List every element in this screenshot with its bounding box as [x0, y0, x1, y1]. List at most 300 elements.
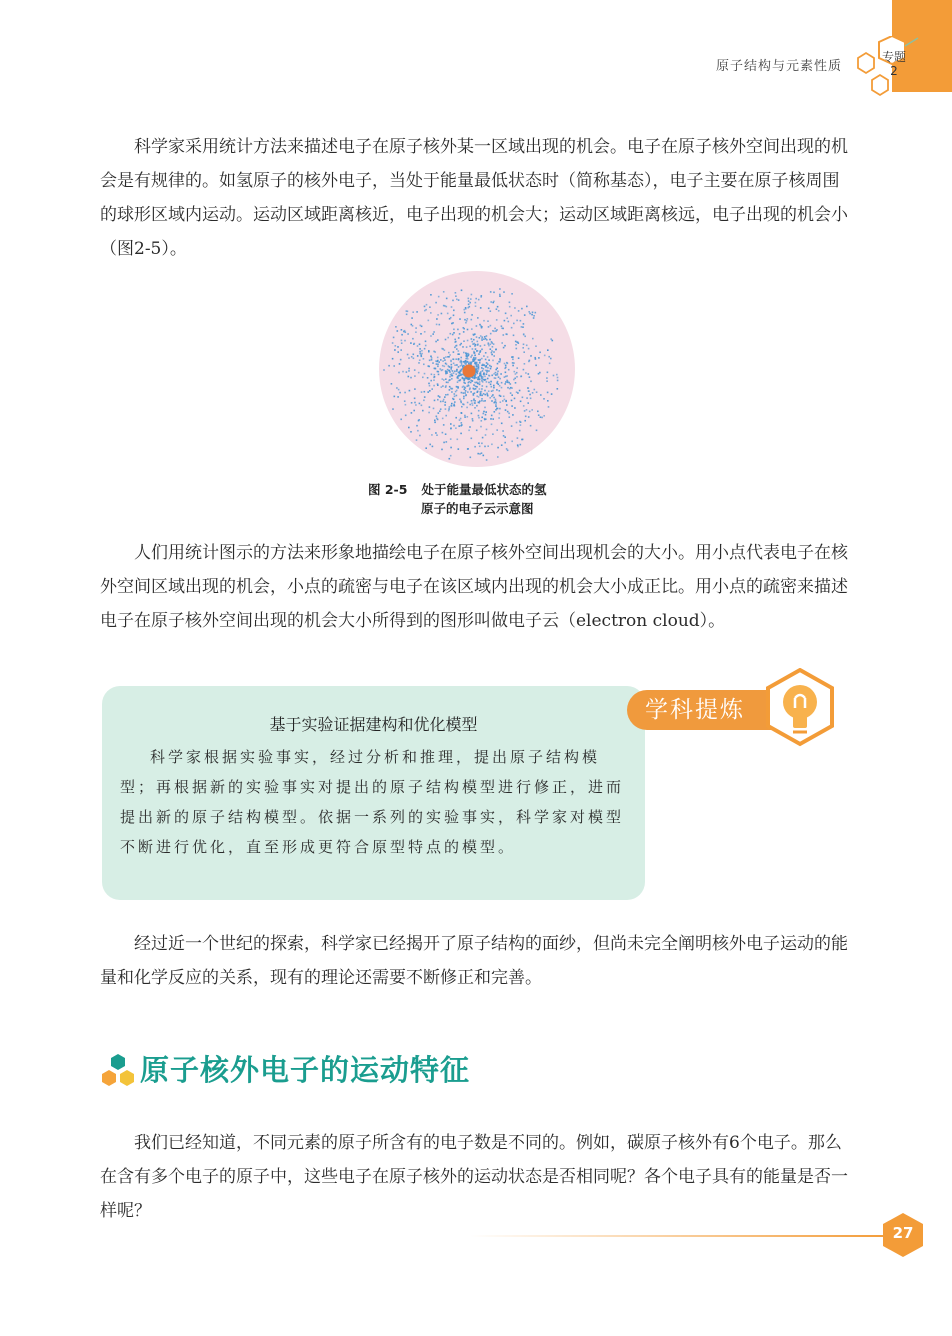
electron-dot	[549, 363, 551, 365]
electron-dot	[446, 306, 448, 308]
electron-dot	[491, 424, 493, 426]
electron-dot	[414, 343, 416, 345]
electron-dot	[480, 350, 482, 352]
electron-dot	[528, 373, 530, 375]
electron-dot	[477, 341, 479, 343]
electron-dot	[472, 343, 474, 345]
electron-dot	[484, 400, 486, 402]
electron-dot	[494, 328, 496, 330]
electron-dot	[453, 329, 455, 331]
electron-dot	[429, 444, 431, 446]
electron-dot	[443, 379, 445, 381]
electron-dot	[441, 370, 443, 372]
electron-dot	[535, 358, 537, 360]
electron-dot	[496, 389, 498, 391]
electron-dot	[461, 422, 463, 424]
electron-dot	[528, 387, 530, 389]
electron-dot	[516, 372, 518, 374]
electron-dot	[492, 418, 494, 420]
electron-dot	[485, 379, 487, 381]
electron-dot	[496, 308, 498, 310]
electron-dot	[538, 373, 540, 375]
electron-dot	[481, 443, 483, 445]
electron-dot	[411, 324, 413, 326]
electron-dot	[475, 382, 477, 384]
electron-dot	[495, 369, 497, 371]
electron-dot	[532, 338, 534, 340]
electron-dot	[491, 390, 493, 392]
electron-dot	[520, 444, 522, 446]
electron-dot	[481, 327, 483, 329]
electron-dot	[395, 345, 397, 347]
electron-dot	[483, 368, 485, 370]
electron-dot	[493, 387, 495, 389]
electron-dot	[417, 430, 419, 432]
electron-dot	[499, 408, 501, 410]
electron-dot	[445, 408, 447, 410]
electron-dot	[475, 298, 477, 300]
electron-dot	[483, 411, 485, 413]
electron-dot	[429, 406, 431, 408]
electron-dot	[501, 382, 503, 384]
paragraph-1: 科学家采用统计方法来描述电子在原子核外某一区域出现的机会。电子在原子核外空间出现的机会是有规律的。如氢原子的核外电子，当处于能量最低状态时（简称基态），电子主要在原子核周围的球形区域内运动。运动区域距离核近，电子出现的机会大；运动区域距离核远，电子出现的机会小（图2-5）。	[100, 137, 848, 259]
electron-dot	[501, 444, 503, 446]
electron-dot	[437, 419, 439, 421]
electron-dot	[478, 417, 480, 419]
electron-dot	[404, 340, 406, 342]
electron-dot	[408, 370, 410, 372]
electron-dot	[468, 304, 470, 306]
electron-dot	[472, 388, 474, 390]
electron-dot	[458, 375, 460, 377]
electron-dot	[442, 378, 444, 380]
electron-dot	[476, 395, 478, 397]
electron-dot	[536, 430, 538, 432]
electron-dot	[431, 388, 433, 390]
electron-dot	[507, 387, 509, 389]
electron-dot	[504, 436, 506, 438]
box-body: 科学家根据实验事实，经过分析和推理，提出原子结构模型；再根据新的实验事实对提出的原子结构模型进行修正，进而提出新的原子结构模型。依据一系列的实验事实，科学家对模型不断进行优化，直至形成更符合原型特点的模型。	[120, 748, 625, 856]
electron-dot	[481, 452, 483, 454]
paragraph-2: 人们用统计图示的方法来形象地描绘电子在原子核外空间出现机会的大小。用小点代表电子在核外空间区域出现的机会，小点的疏密与电子在该区域内出现的机会大小成正比。用小点的疏密来描述电子在原子核外空间出现的机会大小所得到的图形叫做电子云（electron cloud）。	[100, 543, 848, 631]
electron-dot	[460, 433, 462, 435]
electron-dot	[486, 371, 488, 373]
electron-dot	[471, 294, 473, 296]
electron-dot	[421, 350, 423, 352]
electron-dot	[490, 291, 492, 293]
electron-dot	[463, 340, 465, 342]
electron-dot	[487, 395, 489, 397]
electron-dot	[489, 397, 491, 399]
electron-dot	[504, 442, 506, 444]
electron-dot	[486, 386, 488, 388]
electron-dot	[497, 373, 499, 375]
electron-dot	[516, 367, 518, 369]
electron-dot	[475, 388, 477, 390]
electron-dot	[480, 325, 482, 327]
electron-dot	[497, 381, 499, 383]
electron-dot	[495, 372, 497, 374]
electron-dot	[466, 320, 468, 322]
electron-dot	[494, 411, 496, 413]
electron-dot	[458, 380, 460, 382]
electron-dot	[422, 410, 424, 412]
electron-dot	[428, 412, 430, 414]
electron-dot	[408, 376, 410, 378]
electron-dot	[450, 369, 452, 371]
electron-dot	[465, 352, 467, 354]
electron-dot	[416, 311, 418, 313]
electron-dot	[535, 345, 537, 347]
electron-dot	[430, 380, 432, 382]
electron-dot	[440, 408, 442, 410]
electron-dot	[493, 385, 495, 387]
electron-dot	[459, 372, 461, 374]
electron-dot	[408, 357, 410, 359]
electron-dot	[548, 406, 550, 408]
electron-dot	[491, 415, 493, 417]
electron-dot	[445, 356, 447, 358]
electron-dot	[493, 351, 495, 353]
electron-dot	[524, 363, 526, 365]
electron-dot	[548, 356, 550, 358]
electron-dot	[458, 448, 460, 450]
electron-dot	[485, 414, 487, 416]
electron-dot	[526, 409, 528, 411]
electron-dot	[470, 363, 472, 365]
electron-dot	[458, 337, 460, 339]
electron-dot	[543, 398, 545, 400]
electron-dot	[467, 391, 469, 393]
electron-dot	[478, 415, 480, 417]
electron-dot	[502, 430, 504, 432]
electron-dot	[436, 363, 438, 365]
electron-dot	[449, 386, 451, 388]
electron-dot	[413, 358, 415, 360]
electron-dot	[474, 402, 476, 404]
electron-dot	[428, 383, 430, 385]
section-title: 原子核外电子的运动特征	[140, 1053, 471, 1087]
electron-dot	[462, 403, 464, 405]
electron-dot	[391, 383, 393, 385]
electron-dot	[530, 381, 532, 383]
electron-dot	[505, 365, 507, 367]
electron-dot	[485, 370, 487, 372]
electron-dot	[413, 354, 415, 356]
electron-dot	[453, 372, 455, 374]
electron-dot	[437, 364, 439, 366]
electron-dot	[474, 392, 476, 394]
electron-dot	[397, 330, 399, 332]
electron-dot	[518, 357, 520, 359]
electron-dot	[478, 442, 480, 444]
electron-dot	[461, 392, 463, 394]
electron-dot	[485, 394, 487, 396]
electron-dot	[469, 389, 471, 391]
electron-dot	[500, 373, 502, 375]
electron-dot	[445, 386, 447, 388]
electron-dot	[433, 331, 435, 333]
electron-dot	[511, 293, 513, 295]
electron-dot	[453, 404, 455, 406]
electron-dot	[492, 302, 494, 304]
electron-dot	[498, 310, 500, 312]
electron-dot	[530, 398, 532, 400]
electron-dot	[454, 405, 456, 407]
electron-dot	[437, 366, 439, 368]
electron-dot	[480, 392, 482, 394]
electron-dot	[480, 335, 482, 337]
electron-dot	[469, 346, 471, 348]
electron-dot	[416, 425, 418, 427]
electron-dot	[550, 338, 552, 340]
electron-dot	[456, 370, 458, 372]
electron-dot	[490, 381, 492, 383]
electron-dot	[489, 365, 491, 367]
electron-dot	[507, 450, 509, 452]
electron-dot	[442, 360, 444, 362]
electron-dot	[503, 291, 505, 293]
electron-dot	[474, 407, 476, 409]
electron-dot	[443, 305, 445, 307]
electron-dot	[415, 331, 417, 333]
electron-dot	[481, 395, 483, 397]
electron-dot	[453, 310, 455, 312]
electron-dot	[424, 373, 426, 375]
electron-dot	[438, 412, 440, 414]
electron-dot	[399, 363, 401, 365]
electron-dot	[504, 345, 506, 347]
electron-dot	[462, 377, 464, 379]
electron-dot	[447, 382, 449, 384]
electron-dot	[433, 408, 435, 410]
electron-dot	[450, 374, 452, 376]
electron-dot	[442, 348, 444, 350]
electron-dot	[419, 403, 421, 405]
electron-dot	[489, 339, 491, 341]
electron-dot	[474, 375, 476, 377]
electron-dot	[459, 333, 461, 335]
electron-dot	[466, 356, 468, 358]
electron-dot	[510, 315, 512, 317]
electron-dot	[434, 376, 436, 378]
electron-dot	[464, 362, 466, 364]
electron-dot	[456, 395, 458, 397]
electron-dot	[495, 404, 497, 406]
electron-dot	[450, 388, 452, 390]
electron-dot	[499, 390, 501, 392]
electron-dot	[451, 306, 453, 308]
electron-dot	[540, 416, 542, 418]
electron-dot	[418, 419, 420, 421]
electron-dot	[411, 402, 413, 404]
electron-dot	[479, 453, 481, 455]
electron-dot	[480, 307, 482, 309]
electron-dot	[490, 344, 492, 346]
electron-dot	[457, 377, 459, 379]
electron-dot	[479, 373, 481, 375]
electron-dot	[479, 337, 481, 339]
electron-dot	[424, 391, 426, 393]
box-title: 基于实验证据建构和优化模型	[269, 715, 478, 734]
electron-dot	[436, 361, 438, 363]
electron-dot	[460, 402, 462, 404]
electron-dot	[490, 333, 492, 335]
electron-dot	[412, 311, 414, 313]
electron-dot	[479, 360, 481, 362]
electron-dot	[421, 405, 423, 407]
electron-dot	[488, 390, 490, 392]
electron-dot	[498, 376, 500, 378]
electron-dot	[495, 374, 497, 376]
electron-dot	[483, 338, 485, 340]
electron-dot	[445, 402, 447, 404]
electron-dot	[434, 400, 436, 402]
electron-dot	[453, 315, 455, 317]
page-number: 27	[892, 1224, 914, 1242]
electron-dot	[449, 376, 451, 378]
electron-dot	[525, 416, 527, 418]
electron-dot	[481, 378, 483, 380]
electron-dot	[426, 304, 428, 306]
electron-dot	[479, 400, 481, 402]
electron-dot	[444, 404, 446, 406]
electron-dot	[455, 417, 457, 419]
electron-dot	[503, 347, 505, 349]
electron-dot	[490, 366, 492, 368]
electron-dot	[446, 364, 448, 366]
electron-dot	[470, 457, 472, 459]
electron-dot	[405, 404, 407, 406]
electron-dot	[501, 342, 503, 344]
electron-dot	[413, 410, 415, 412]
electron-dot	[522, 326, 524, 328]
electron-dot	[488, 345, 490, 347]
electron-dot	[484, 418, 486, 420]
electron-dot	[432, 333, 434, 335]
electron-dot	[454, 347, 456, 349]
electron-dot	[396, 387, 398, 389]
electron-dot	[437, 399, 439, 401]
electron-dot	[475, 302, 477, 304]
electron-dot	[466, 407, 468, 409]
electron-dot	[466, 385, 468, 387]
electron-dot	[436, 318, 438, 320]
electron-dot	[445, 394, 447, 396]
electron-dot	[491, 400, 493, 402]
electron-dot	[487, 445, 489, 447]
electron-dot	[444, 359, 446, 361]
electron-dot	[446, 298, 448, 300]
electron-dot	[482, 385, 484, 387]
electron-dot	[487, 364, 489, 366]
electron-dot	[411, 412, 413, 414]
electron-dot	[491, 354, 493, 356]
key-concept-box	[102, 686, 645, 900]
electron-dot	[445, 378, 447, 380]
electron-dot	[459, 318, 461, 320]
electron-dot	[434, 420, 436, 422]
electron-dot	[430, 356, 432, 358]
electron-dot	[481, 367, 483, 369]
electron-dot	[496, 382, 498, 384]
electron-dot	[501, 387, 503, 389]
electron-dot	[428, 351, 430, 353]
electron-dot	[467, 307, 469, 309]
electron-dot	[461, 412, 463, 414]
electron-dot	[463, 327, 465, 329]
electron-dot	[465, 390, 467, 392]
electron-dot	[406, 314, 408, 316]
electron-dot	[479, 383, 481, 385]
electron-dot	[496, 429, 498, 431]
electron-dot	[547, 392, 549, 394]
electron-dot	[528, 311, 530, 313]
electron-dot	[506, 375, 508, 377]
electron-dot	[511, 327, 513, 329]
electron-dot	[492, 394, 494, 396]
electron-dot	[423, 358, 425, 360]
electron-dot	[419, 344, 421, 346]
electron-dot	[456, 369, 458, 371]
electron-dot	[491, 375, 493, 377]
electron-dot	[511, 441, 513, 443]
electron-dot	[532, 312, 534, 314]
electron-dot	[482, 437, 484, 439]
electron-dot	[514, 398, 516, 400]
electron-dot	[473, 394, 475, 396]
electron-dot	[467, 358, 469, 360]
electron-dot	[474, 446, 476, 448]
electron-dot	[473, 384, 475, 386]
electron-dot	[467, 353, 469, 355]
electron-dot	[408, 368, 410, 370]
electron-dot	[515, 344, 517, 346]
electron-dot	[455, 427, 457, 429]
electron-dot	[536, 391, 538, 393]
electron-dot	[531, 409, 533, 411]
electron-dot	[404, 392, 406, 394]
electron-dot	[499, 385, 501, 387]
electron-dot	[486, 373, 488, 375]
electron-dot	[486, 335, 488, 337]
electron-dot	[506, 362, 508, 364]
electron-dot	[481, 376, 483, 378]
electron-dot	[460, 418, 462, 420]
electron-dot	[532, 392, 534, 394]
electron-dot	[404, 400, 406, 402]
electron-dot	[463, 352, 465, 354]
electron-dot	[514, 307, 516, 309]
electron-dot	[506, 448, 508, 450]
electron-dot	[506, 317, 508, 319]
electron-dot	[439, 410, 441, 412]
electron-dot	[433, 379, 435, 381]
electron-dot	[411, 356, 413, 358]
electron-cloud-figure	[378, 270, 576, 468]
electron-dot	[470, 356, 472, 358]
electron-dot	[457, 381, 459, 383]
caption-line-1: 处于能量最低状态的氢	[421, 482, 547, 497]
electron-dot	[477, 453, 479, 455]
electron-dot	[516, 376, 518, 378]
electron-dot	[461, 406, 463, 408]
electron-dot	[476, 366, 478, 368]
electron-dot	[425, 341, 427, 343]
electron-dot	[456, 345, 458, 347]
electron-dot	[456, 386, 458, 388]
electron-dot	[463, 378, 465, 380]
